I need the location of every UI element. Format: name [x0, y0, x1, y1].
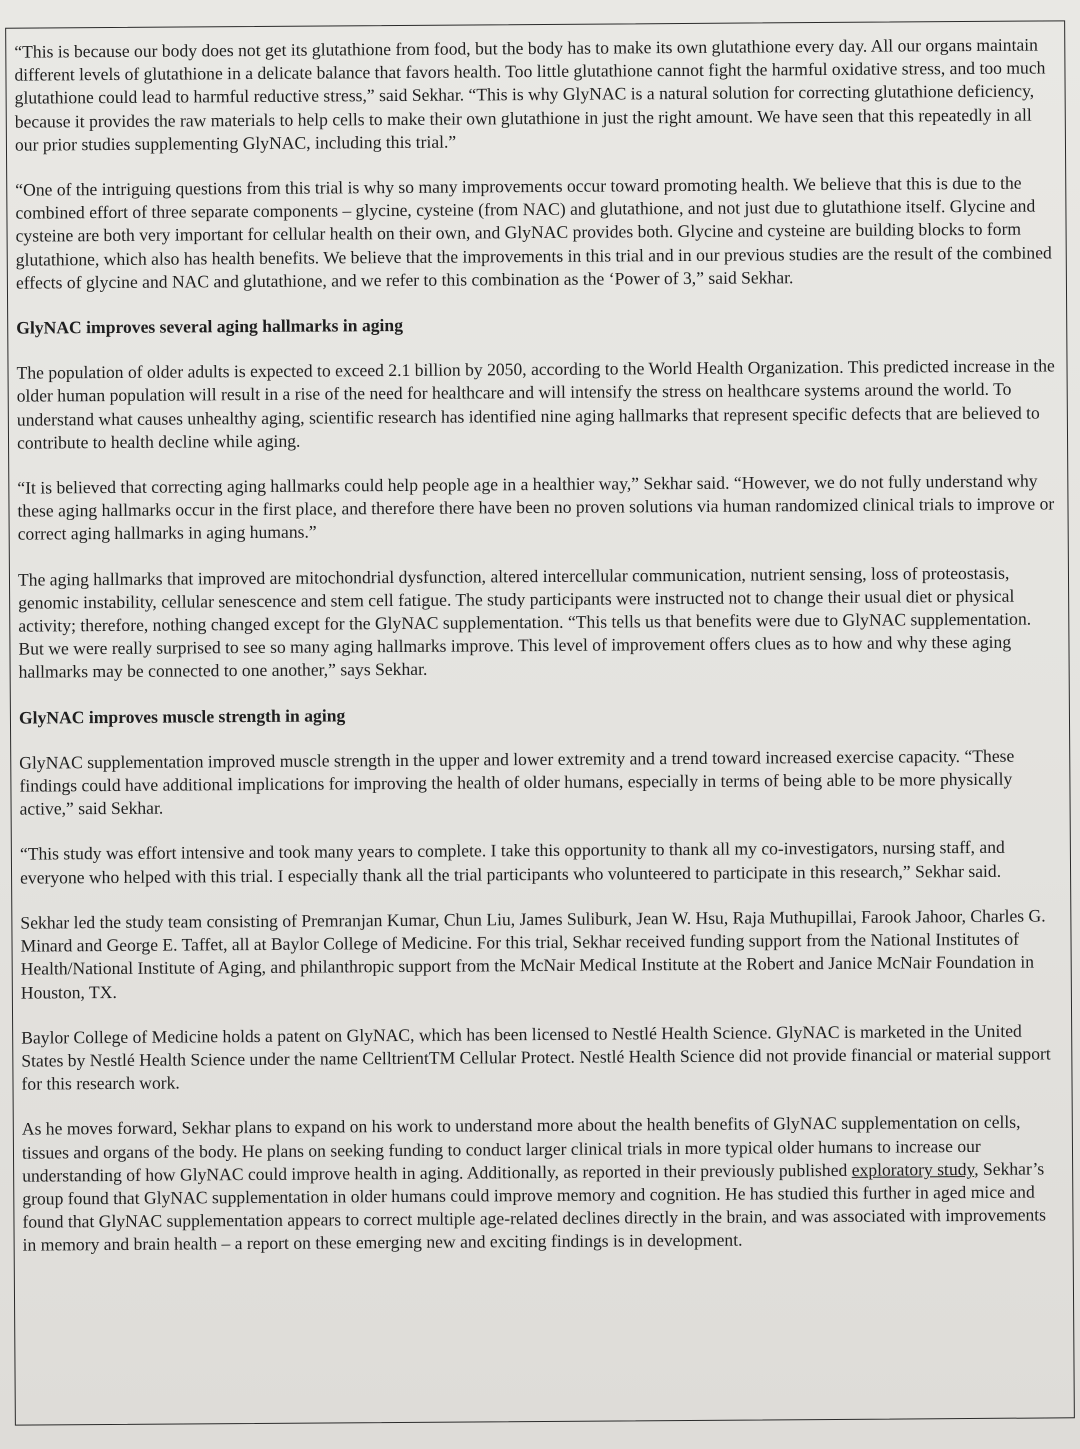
paragraph-hallmarks-improved: The aging hallmarks that improved are mitochondrial dysfunction, altered intercellular communication, nutrient sensing, loss of proteostasis, genomic instability, cellular senescence and stem cell fatigue. The study participants were instructed not to change their usual diet or physical activity; therefore, nothing changed except for the GlyNAC supplementation. “This tells us that benefits were due to GlyNAC supplementation. But we were really surprised to see so many aging hallmarks improve. This level of improvement offers clues as to how and why these aging hallmarks may be connected to one another,” says Sekhar.	[17, 562, 1032, 683]
paragraph-patent-disclosure: Baylor College of Medicine holds a patent on GlyNAC, which has been licensed to Nestlé Health Science. GlyNAC is marketed in the United States by Nestlé Health Science under the name CelltrientTM Cellular Protect. Nestlé Health Science did not provide financial or material support for this research work.	[21, 1020, 1051, 1094]
document-border	[5, 20, 1075, 1425]
exploratory-study-link[interactable]: exploratory study	[851, 1158, 975, 1180]
paragraph-thanks-quote: “This study was effort intensive and took many years to complete. I take this opportunity to thank all my co-investigators, nursing staff, and everyone who helped with this trial. I especially thank all the trial participants who volunteered to participate in this research,” Sekhar said.	[19, 837, 1005, 888]
paragraph-correcting-hallmarks-quote: “It is believed that correcting aging hallmarks could help people age in a healthier way,” Sekhar said. “However, we do not fully understand why these aging hallmarks occur in the first place, and therefore there have been no proven solutions via human randomized clinical trials to improve or correct aging hallmarks in aging humans.”	[17, 470, 1055, 545]
future-plans-text-start: As he moves forward, Sekhar plans to expand on his work to understand more about the health benefits of GlyNAC supplementation on cells, tissues and organs of the body. He plans on seeking funding to conduct larger clinical trials in more typical older humans to increase our understanding of how GlyNAC could improve health in aging. Additionally, as reported in their previously published	[21, 1111, 1021, 1186]
document-body	[14, 33, 1063, 1279]
paragraph-muscle-strength: GlyNAC supplementation improved muscle strength in the upper and lower extremity and a trend toward increased exercise capacity. “These findings could have additional implications for improving the health of older humans, especially in terms of being able to be more physically active,” said Sekhar.	[19, 745, 1015, 819]
paragraph-future-plans	[22, 1111, 1063, 1257]
paragraph-glutathione-balance: “This is because our body does not get its glutathione from food, but the body has to make its own glutathione every day. All our organs maintain different levels of glutathione in a delicate balance that favors health. Too little glutathione cannot fight the harmful oxidative stress, and too much glutathione could lead to harmful reductive stress,” said Sekhar. “This is why GlyNAC is a natural solution for correcting glutathione deficiency, because it provides the raw materials to help cells to make their own glutathione in just the right amount. We have seen that this repeatedly in all our prior studies supplementing GlyNAC, including this trial.”	[14, 34, 1046, 155]
paragraph-population-growth: The population of older adults is expected to exceed 2.1 billion by 2050, according to the World Health Organization. This predicted increase in the older human population will result in a rise of the need for healthcare and will intensify the stress on healthcare systems around the world. To understand what causes unhealthy aging, scientific research has identified nine aging hallmarks that represent specific defects that are believed to contribute to health decline while aging.	[16, 355, 1055, 453]
paragraph-study-team: Sekhar led the study team consisting of Premranjan Kumar, Chun Liu, James Suliburk, Jean W. Hsu, Raja Muthupillai, Farook Jahoor, Charles G. Minard and George E. Taffet, all at Baylor College of Medicine. For this trial, Sekhar received funding support from the National Institutes of Health/National Institute of Aging, and philanthropic support from the McNair Medical Institute at the Robert and Janice McNair Foundation in Houston, TX.	[20, 905, 1046, 1003]
section-heading-aging-hallmarks: GlyNAC improves several aging hallmarks in aging	[16, 314, 404, 338]
future-plans-text-end: , Sekhar’s group found that GlyNAC supplementation in older humans could improve memory and cognition. He has studied this further in aged mice and found that GlyNAC supplementation appears to correct multiple age-related declines directly in the brain, and was associated with improvements in memory and brain health – a report on these emerging new and exciting findings is in development.	[22, 1158, 1047, 1255]
section-heading-muscle-strength: GlyNAC improves muscle strength in aging	[18, 705, 346, 728]
paragraph-power-of-3: “One of the intriguing questions from this trial is why so many improvements occur toward promoting health. We believe that this is due to the combined effort of three separate components – glycine, cysteine (from NAC) and glutathione, and not just due to glutathione itself. Glycine and cysteine are both very important for cellular health on their own, and GlyNAC provides both. Glycine and cysteine are building blocks to form glutathione, which also has health benefits. We believe that the improvements in this trial and in our previous studies are the result of the combined effects of glycine and NAC and glutathione, and we refer to this combination as the ‘Power of 3,” said Sekhar.	[15, 172, 1052, 293]
